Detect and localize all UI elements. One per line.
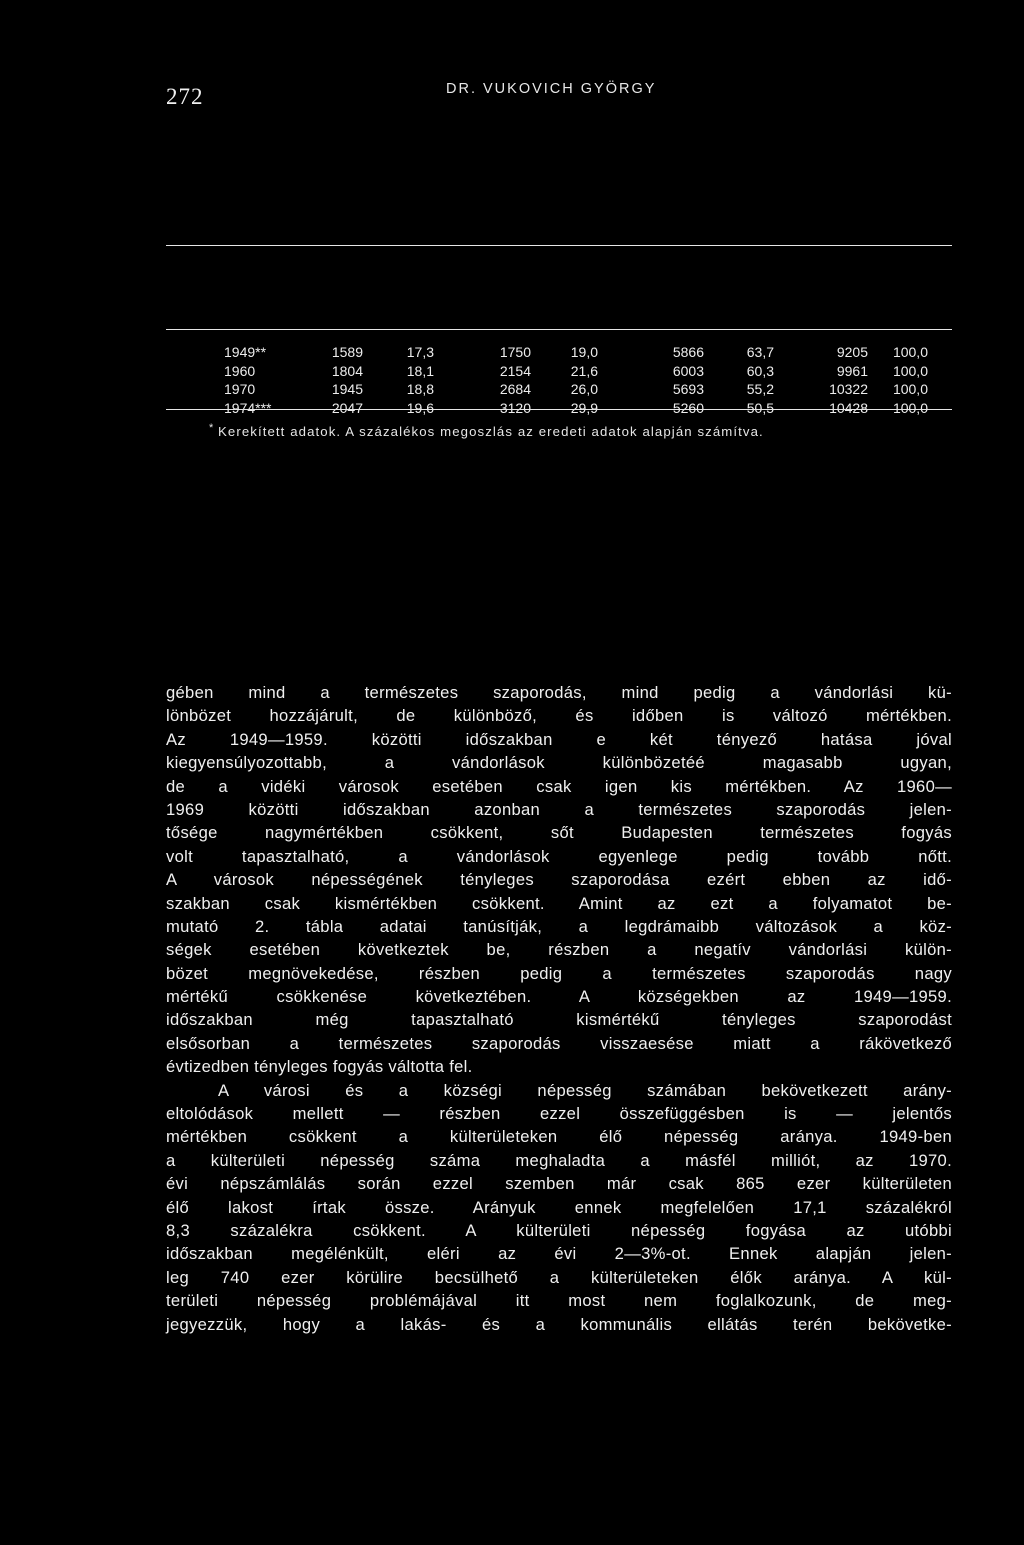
year-cell: 1970 xyxy=(224,381,256,397)
table-cell: 63,7 xyxy=(746,344,774,360)
text-line: szakban csak kismértékben csökkent. Amint az ezt a folyamatot be- xyxy=(166,893,952,913)
table-cell: 17,3 xyxy=(406,344,434,360)
table-cell: 9961 xyxy=(836,362,868,379)
body-text xyxy=(166,681,952,1336)
table-row xyxy=(166,381,952,398)
table-cell: 26,0 xyxy=(570,381,598,397)
text-line: Az 1949—1959. közötti időszakban e két tényező hatása jóval xyxy=(166,729,952,749)
text-line: mértékű csökkenése következtében. A községekben az 1949—1959. xyxy=(166,987,952,1007)
text-line: időszakban még tapasztalható kismértékű tényleges szaporodást xyxy=(166,1010,952,1030)
table-cell: 55,2 xyxy=(746,381,774,397)
table-cell: 3120 xyxy=(499,399,531,416)
text-line: leg 740 ezer körülire becsülhető a külterületeken élők aránya. A kül- xyxy=(166,1267,952,1287)
text-line: mutató 2. tábla adatai tanúsítják, a legdrámaibb változások a köz- xyxy=(166,916,952,936)
table-cell: 100,0 xyxy=(892,362,928,379)
table-cell: 2154 xyxy=(499,362,531,379)
table-cell: 18,8 xyxy=(406,381,434,397)
year-cell: 1960 xyxy=(224,362,256,379)
table-cell: 2684 xyxy=(499,381,531,397)
table-row xyxy=(166,363,952,380)
table-top-rule xyxy=(166,245,952,246)
page-number: 272 xyxy=(166,84,204,109)
table-cell: 10322 xyxy=(829,381,868,397)
text-line: lönbözet hozzájárult, de különböző, és időben is változó mértékben. xyxy=(166,706,952,726)
text-line: területi népesség problémájával itt most nem foglalkozunk, de meg- xyxy=(166,1291,952,1311)
footnote-text: Kerekített adatok. A százalékos megoszlás az eredeti adatok alapján számítva. xyxy=(218,424,764,439)
table-cell: 5866 xyxy=(672,344,704,360)
table-cell: 18,1 xyxy=(406,362,434,379)
table-header-rule xyxy=(166,329,952,330)
text-line: de a vidéki városok esetében csak igen kis mértékben. Az 1960— xyxy=(166,776,952,796)
table-cell: 21,6 xyxy=(570,362,598,379)
text-line: 1969 közötti időszakban azonban a természetes szaporodás jelen- xyxy=(166,799,952,819)
text-line: kiegyensúlyozottabb, a vándorlások különbözetéé magasabb ugyan, xyxy=(166,753,952,773)
statistics-table xyxy=(166,344,952,418)
table-cell: 50,5 xyxy=(746,399,774,416)
text-line: tősége nagymértékben csökkent, sőt Budapesten természetes fogyás xyxy=(166,823,952,843)
table-cell: 6003 xyxy=(672,362,704,379)
table-cell: 19,0 xyxy=(570,344,598,360)
table-cell: 2047 xyxy=(331,399,363,416)
table-cell: 100,0 xyxy=(892,399,928,416)
table-cell: 9205 xyxy=(836,344,868,360)
table-cell: 10428 xyxy=(829,399,868,416)
running-head: DR. VUKOVICH GYÖRGY xyxy=(446,81,657,97)
text-line: bözet megnövekedése, részben pedig a természetes szaporodás nagy xyxy=(166,963,952,983)
table-bottom-rule xyxy=(166,409,952,410)
footnote-marker: * xyxy=(209,422,215,434)
table-cell: 1750 xyxy=(499,344,531,360)
text-line: jegyezzük, hogy a lakás- és a kommunális ellátás terén bekövetke- xyxy=(166,1314,952,1334)
table-cell: 100,0 xyxy=(892,381,928,397)
text-line: gében mind a természetes szaporodás, mind pedig a vándorlási kü- xyxy=(166,683,952,702)
table-row xyxy=(166,344,952,361)
table-cell: 5260 xyxy=(672,399,704,416)
text-line: időszakban megélénkült, eléri az évi 2—3%-ot. Ennek alapján jelen- xyxy=(166,1244,952,1264)
text-line: 8,3 százalékra csökkent. A külterületi népesség fogyása az utóbbi xyxy=(166,1220,952,1240)
text-line: A városi és a községi népesség számában bekövetkezett arány- xyxy=(218,1080,952,1100)
table-cell: 1804 xyxy=(331,362,363,379)
text-line: élő lakost írtak össze. Arányuk ennek megfelelően 17,1 százalékról xyxy=(166,1197,952,1217)
text-line: évtizedben tényleges fogyás váltotta fel. xyxy=(166,1057,473,1077)
text-line: eltolódások mellett — részben ezzel összefüggésben is — jelentős xyxy=(166,1104,952,1124)
table-cell: 5693 xyxy=(672,381,704,397)
year-cell: 1949** xyxy=(224,344,267,360)
table-cell: 19,6 xyxy=(406,399,434,416)
text-line: évi népszámlálás során ezzel szemben már csak 865 ezer külterületen xyxy=(166,1174,952,1194)
table-cell: 1945 xyxy=(331,381,363,397)
table-cell: 29,9 xyxy=(570,399,598,416)
table-footnote xyxy=(209,422,764,439)
text-line: ségek esetében következtek be, részben a negatív vándorlási külön- xyxy=(166,940,952,960)
text-line: mértékben csökkent a külterületeken élő népesség aránya. 1949-ben xyxy=(166,1127,952,1147)
year-cell: 1974*** xyxy=(224,399,272,416)
text-line: volt tapasztalható, a vándorlások egyenlege pedig tovább nőtt. xyxy=(166,846,952,866)
table-row xyxy=(166,400,952,417)
text-line: elsősorban a természetes szaporodás visszaesése miatt a rákövetkező xyxy=(166,1033,952,1053)
table-cell: 100,0 xyxy=(892,344,928,360)
text-line: a külterületi népesség száma meghaladta a másfél milliót, az 1970. xyxy=(166,1150,952,1170)
table-cell: 1589 xyxy=(331,344,363,360)
text-line: A városok népességének tényleges szaporodása ezért ebben az idő- xyxy=(166,870,952,890)
table-cell: 60,3 xyxy=(746,362,774,379)
